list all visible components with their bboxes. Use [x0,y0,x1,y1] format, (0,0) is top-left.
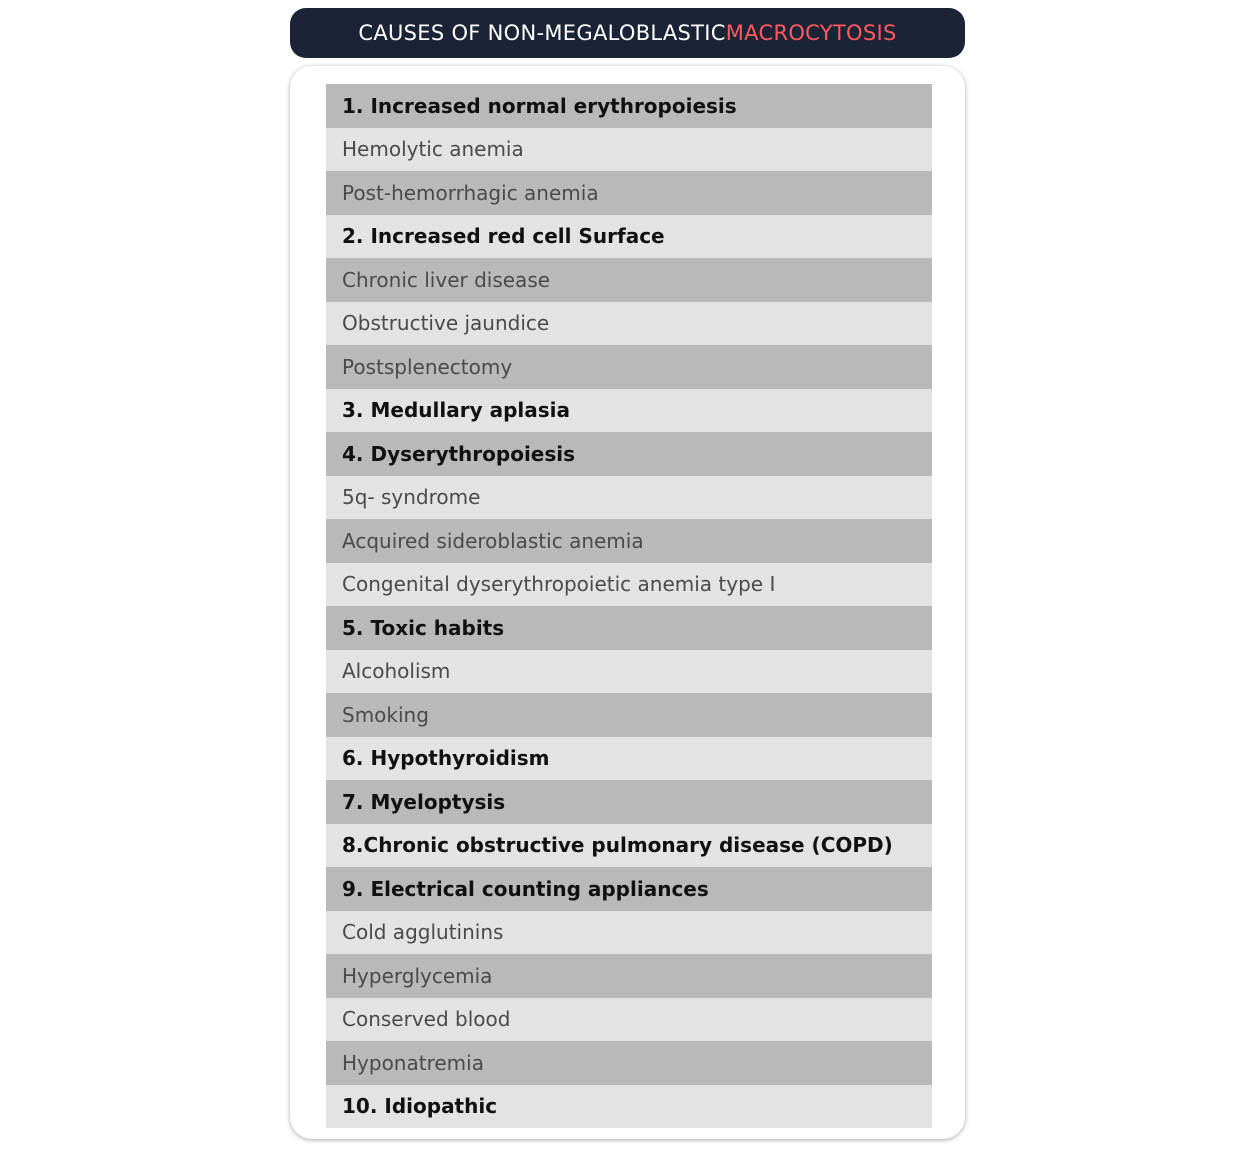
table-row: 9. Electrical counting appliances [326,867,932,911]
table-row: 5. Toxic habits [326,606,932,650]
table-row: 10. Idiopathic [326,1085,932,1129]
table-row: 7. Myeloptysis [326,780,932,824]
page-title [290,8,965,58]
table-row: 5q- syndrome [326,476,932,520]
table-row: 4. Dyserythropoiesis [326,432,932,476]
table-row: Smoking [326,693,932,737]
table-row: 8.Chronic obstructive pulmonary disease (COPD) [326,824,932,868]
title-prefix: CAUSES OF NON-MEGALOBLASTIC [358,21,726,45]
table-row: Cold agglutinins [326,911,932,955]
table-row: 6. Hypothyroidism [326,737,932,781]
table-row: Hyperglycemia [326,954,932,998]
table-row: 2. Increased red cell Surface [326,215,932,259]
table-row: Post-hemorrhagic anemia [326,171,932,215]
table-row: 3. Medullary aplasia [326,389,932,433]
table-row: 1. Increased normal erythropoiesis [326,84,932,128]
table-row: Postsplenectomy [326,345,932,389]
table-row: Obstructive jaundice [326,302,932,346]
table-row: Hyponatremia [326,1041,932,1085]
causes-table [326,84,932,1128]
table-row: Congenital dyserythropoietic anemia type I [326,563,932,607]
table-row: Conserved blood [326,998,932,1042]
table-row: Acquired sideroblastic anemia [326,519,932,563]
table-row: Hemolytic anemia [326,128,932,172]
table-row: Chronic liver disease [326,258,932,302]
causes-card [290,66,965,1139]
table-row: Alcoholism [326,650,932,694]
title-accent: MACROCYTOSIS [725,21,897,45]
